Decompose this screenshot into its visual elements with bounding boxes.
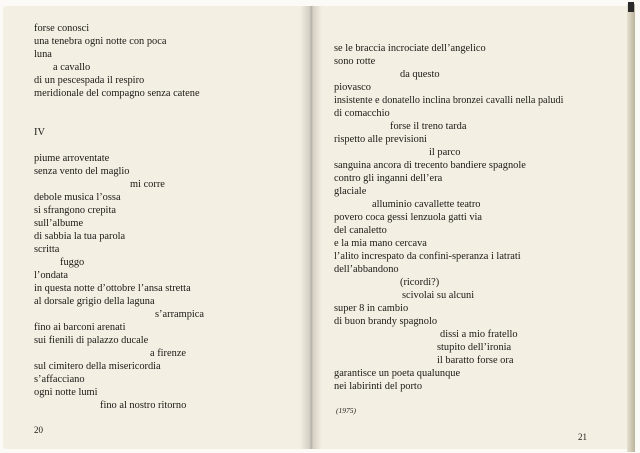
poem-line: piovasco bbox=[334, 82, 371, 93]
corner-mark bbox=[628, 2, 634, 12]
poem-line: il baratto forse ora bbox=[437, 355, 514, 366]
poem-line: scivolai su alcuni bbox=[402, 290, 475, 301]
page-number-right: 21 bbox=[578, 432, 587, 442]
poem-line: povero coca gessi lenzuola gatti via bbox=[334, 212, 483, 223]
poem-line: a cavallo bbox=[53, 62, 91, 73]
poem-line: e la mia mano cercava bbox=[334, 238, 427, 249]
poem-line: sanguina ancora di trecento bandiere spagnole bbox=[334, 160, 526, 171]
section-heading: IV bbox=[34, 127, 45, 138]
poem-line: rispetto alle previsioni bbox=[334, 134, 427, 145]
poem-line: forse conosci bbox=[34, 23, 90, 34]
poem-line: di sabbia la tua parola bbox=[34, 231, 126, 242]
poem-line: debole musica l’ossa bbox=[34, 192, 121, 203]
poem-line: di comacchio bbox=[334, 108, 390, 119]
poem-line: alluminio cavallette teatro bbox=[372, 199, 481, 210]
poem-line: glaciale bbox=[334, 186, 367, 197]
poem-line: in questa notte d’ottobre l’ansa stretta bbox=[34, 283, 191, 294]
poem-line: scritta bbox=[34, 244, 60, 255]
poem-line: nei labirinti del porto bbox=[334, 381, 423, 392]
poem-line: super 8 in cambio bbox=[334, 303, 409, 314]
poem-line: stupito dell’ironia bbox=[437, 342, 512, 353]
page-number-left: 20 bbox=[34, 425, 43, 435]
poem-line: senza vento del maglio bbox=[34, 166, 130, 177]
poem-line: s’affacciano bbox=[34, 374, 85, 385]
poem-line: a firenze bbox=[150, 348, 187, 359]
poem-line: al dorsale grigio della laguna bbox=[34, 296, 155, 307]
poem-line: garantisce un poeta qualunque bbox=[334, 368, 461, 379]
poem-line: mi corre bbox=[130, 179, 165, 190]
poem-line: una tenebra ogni notte con poca bbox=[34, 36, 167, 47]
poem-line: forse il treno tarda bbox=[390, 121, 467, 132]
poem-line: fino ai barconi arenati bbox=[34, 322, 126, 333]
poem-line: se le braccia incrociate dell’angelico bbox=[334, 43, 486, 54]
poem-line: di un pescespada il respiro bbox=[34, 75, 145, 86]
poem-line: sull’albume bbox=[34, 218, 84, 229]
poem-line: sono rotte bbox=[334, 56, 376, 67]
poem-line: s’arrampica bbox=[155, 309, 205, 320]
poem-line: ogni notte lumi bbox=[34, 387, 98, 398]
book-gutter bbox=[300, 6, 322, 449]
poem-line: fino al nostro ritorno bbox=[100, 400, 187, 411]
page-edge bbox=[627, 4, 635, 452]
date-note: (1975) bbox=[336, 406, 356, 415]
poem-line: di buon brandy spagnolo bbox=[334, 316, 438, 327]
poem-line: insistente e donatello inclina bronzei cavalli nella paludi bbox=[334, 95, 564, 106]
poem-line: il parco bbox=[429, 147, 461, 158]
poem-line: sul cimitero della misericordia bbox=[34, 361, 161, 372]
poem-line: si sfrangono crepita bbox=[34, 205, 116, 216]
poem-line: luna bbox=[34, 49, 52, 60]
poem-line: meridionale del compagno senza catene bbox=[34, 88, 200, 99]
poem-line: da questo bbox=[400, 69, 440, 80]
poem-line: (ricordi?) bbox=[400, 277, 440, 288]
poem-line: piume arroventate bbox=[34, 153, 110, 164]
poem-line: sui fienili di palazzo ducale bbox=[34, 335, 149, 346]
poem-line: l’ondata bbox=[34, 270, 69, 281]
poem-line: dell’abbandono bbox=[334, 264, 399, 275]
poem-line: fuggo bbox=[60, 257, 85, 268]
poem-line: del canaletto bbox=[334, 225, 387, 236]
poem-line: dissi a mio fratello bbox=[440, 329, 518, 340]
poem-line: l’alito increspato da confini-speranza i latrati bbox=[334, 251, 521, 262]
poem-line: contro gli inganni dell’era bbox=[334, 173, 443, 184]
